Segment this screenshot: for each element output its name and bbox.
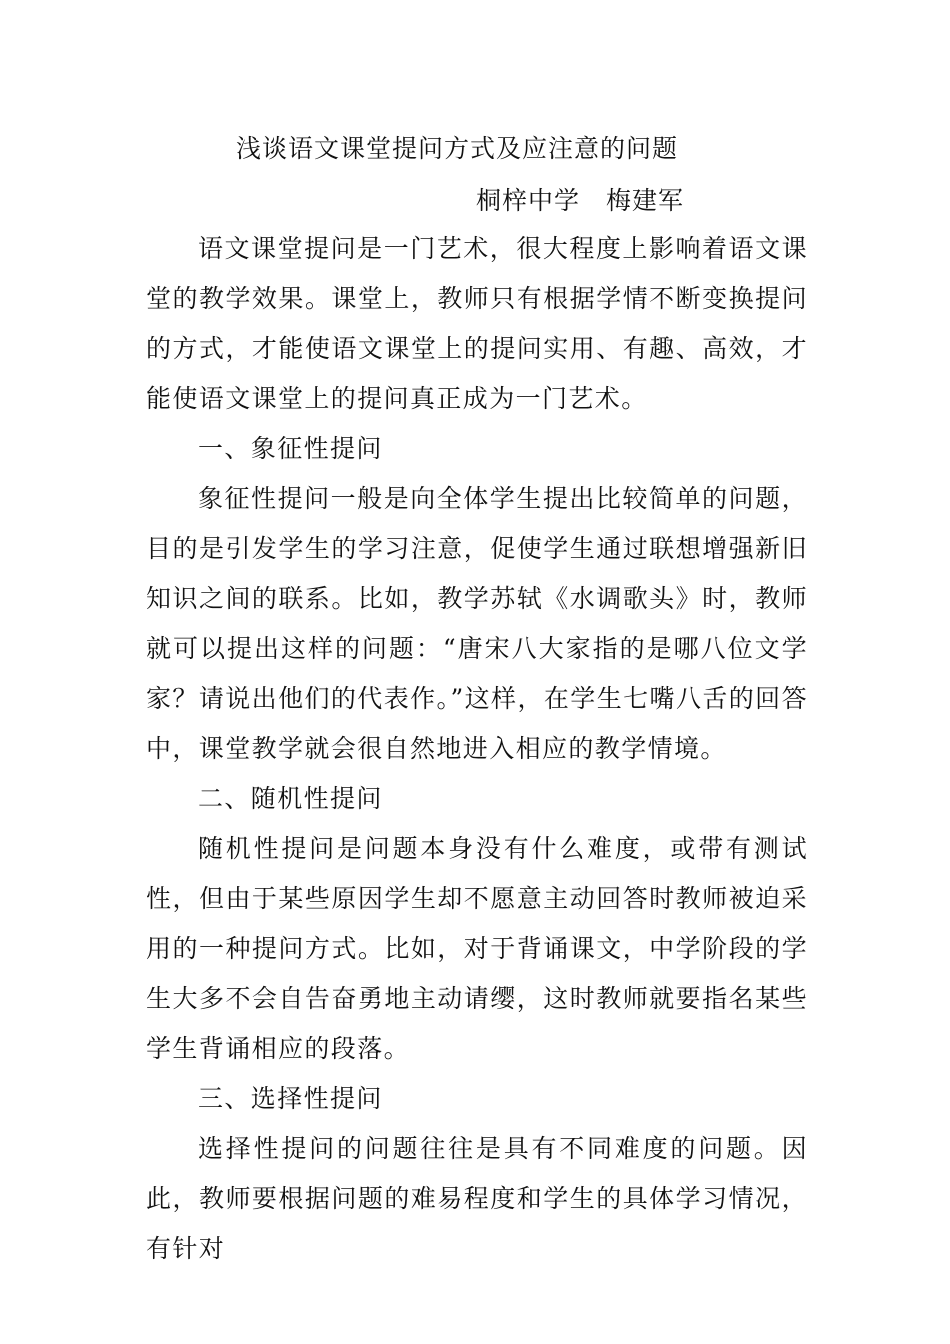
section-heading-choice: 三、选择性提问 [198,1084,383,1113]
document-body [146,224,808,1274]
byline [476,183,684,219]
section-paragraph-symbolic: 象征性提问一般是向全体学生提出比较简单的问题，目的是引发学生的学习注意，促使学生通过联想增强新旧知识之间的联系。比如，教学苏轼《水调歌头》时，教师就可以提出这样的问题：“唐宋八大家指的是哪八位文学家？请说出他们的代表作。”这样，在学生七嘴八舌的回答中，课堂教学就会很自然地进入相应的教学情境。 [146,484,808,763]
school-name: 桐梓中学 [476,186,581,215]
intro-paragraph: 语文课堂提问是一门艺术，很大程度上影响着语文课堂的教学效果。课堂上，教师只有根据学情不断变换提问的方式，才能使语文课堂上的提问实用、有趣、高效，才能使语文课堂上的提问真正成为一门艺术。 [146,234,808,413]
section-heading-random: 二、随机性提问 [198,784,383,813]
section-paragraph-choice: 选择性提问的问题往往是具有不同难度的问题。因此，教师要根据问题的难易程度和学生的具体学习情况，有针对 [146,1134,808,1263]
author-name: 梅建军 [606,186,685,215]
document-title: 浅谈语文课堂提问方式及应注意的问题 [236,134,679,163]
section-paragraph-random: 随机性提问是问题本身没有什么难度，或带有测试性，但由于某些原因学生却不愿意主动回答时教师被迫采用的一种提问方式。比如，对于背诵课文，中学阶段的学生大多不会自告奋勇地主动请缨，这时教师就要指名某些学生背诵相应的段落。 [146,834,808,1063]
section-heading-symbolic: 一、象征性提问 [198,434,383,463]
